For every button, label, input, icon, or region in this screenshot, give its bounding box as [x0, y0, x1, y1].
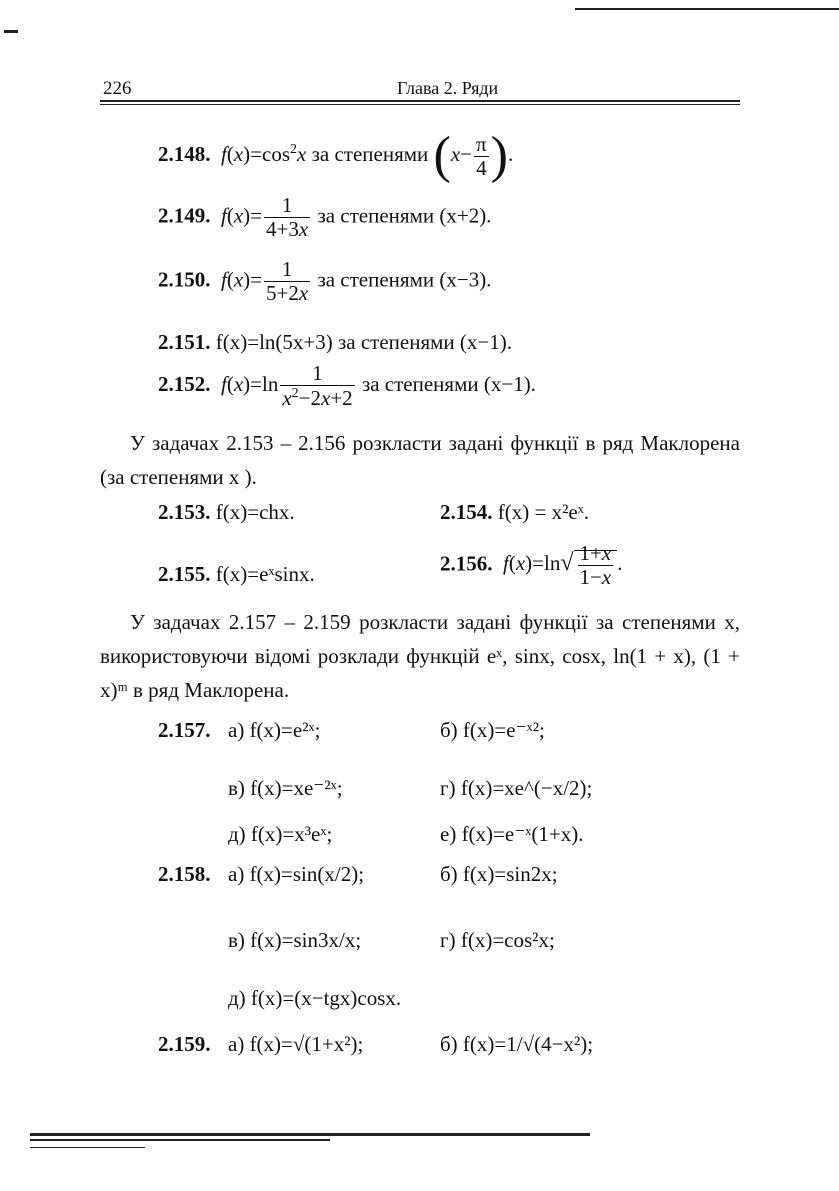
chapter-title: Глава 2. Ряди	[397, 78, 499, 98]
problem-2-154	[440, 500, 589, 525]
problem-2-159-b: б) f(x)=1/√(4−x²);	[440, 1032, 594, 1056]
intro-paragraph-2: У задачах 2.157 – 2.159 розкласти задані функції за степенями x, використовуючи відомі розклади функцій eˣ, sinx, cosx, ln(1 + x), (1 + x)ᵐ в ряд Маклорена.	[100, 610, 740, 702]
footer-rule-3	[30, 1147, 145, 1148]
formula: f	[215, 142, 227, 166]
problem-2-157-g: г) f(x)=xe^(−x/2);	[440, 776, 593, 800]
problem-2-158-b: б) f(x)=sin2x;	[440, 862, 558, 886]
problem-2-158-g: г) f(x)=cos²x;	[440, 928, 555, 952]
problem-number: 2.154.	[440, 500, 493, 524]
problem-2-155	[158, 562, 315, 587]
header-rule-thick	[100, 100, 740, 102]
problem-text: f(x)=ln(5x+3) за степенями (x−1).	[215, 330, 512, 354]
corner-mark	[4, 30, 18, 33]
problem-2-157-b: б) f(x)=e⁻ˣ²;	[440, 718, 545, 742]
fraction: $\frac{1}{4+3x}$	[266, 193, 309, 242]
problem-2-158-number: 2.158.	[158, 862, 211, 886]
problem-number: 2.153.	[158, 500, 211, 524]
problem-2-153	[158, 500, 295, 525]
problem-number: 2.149.	[158, 203, 211, 228]
page-number: 226	[103, 78, 132, 99]
formula: f(x)=chx.	[215, 500, 295, 524]
problem-text: за степенями	[311, 142, 429, 166]
problem-number: 2.156.	[440, 551, 493, 576]
problem-2-149: 2.149. f(x)= $\frac{1}{4+3x}$ за степенями (x+2).	[158, 193, 492, 242]
footer-rule-1	[30, 1133, 590, 1136]
fraction: $\frac{1}{5+2x}$	[266, 257, 309, 306]
problem-text: за степенями (x+2).	[317, 203, 492, 228]
problem-2-151	[158, 330, 512, 355]
problem-number: 2.148.	[158, 142, 211, 166]
problem-2-157-d: д) f(x)=x³eˣ;	[228, 822, 333, 846]
formula: f(x) = x²eˣ.	[497, 500, 590, 524]
formula: f(x)=eˣsinx.	[215, 562, 315, 586]
problem-number: 2.152.	[158, 371, 211, 396]
top-edge-rule	[575, 8, 839, 10]
problem-2-148: 2.148. $f(x)=\cos^2x$ за степенями (x− $\frac{\pi}{4}$ ).	[158, 127, 514, 185]
problem-2-158-d: д) f(x)=(x−tgx)cosx.	[228, 986, 402, 1010]
problem-number: 2.150.	[158, 267, 211, 292]
problem-text: за степенями (x−1).	[361, 371, 536, 396]
problem-2-157-number: 2.157.	[158, 718, 211, 742]
problem-2-159-a: а) f(x)=√(1+x²);	[228, 1032, 364, 1056]
problem-text: за степенями (x−3).	[317, 267, 492, 292]
fraction: $\frac{1}{x^2-2x+2}$	[282, 361, 353, 411]
problem-2-150: 2.150. f(x)= $\frac{1}{5+2x}$ за степенями (x−3).	[158, 257, 492, 306]
problem-2-157-a: а) f(x)=e²ˣ;	[228, 718, 321, 742]
problem-2-157-e: е) f(x)=e⁻ˣ(1+x).	[440, 822, 584, 846]
problem-2-152: 2.152. f(x)=ln $\frac{1}{x^2-2x+2}$ за степенями (x−1).	[158, 361, 536, 411]
header-rule-thin	[100, 104, 740, 105]
problem-number: 2.151.	[158, 330, 211, 354]
problem-2-159-number: 2.159.	[158, 1032, 211, 1056]
footer-rule-2	[30, 1139, 330, 1141]
problem-2-158-a: а) f(x)=sin(x/2);	[228, 862, 365, 886]
problem-2-156	[440, 542, 622, 589]
problem-2-158-v: в) f(x)=sin3x/x;	[228, 928, 362, 952]
formula: f(x)=ln√ $\frac{1+x}{1-x}$ .	[497, 541, 623, 590]
problem-2-157-v: в) f(x)=xe⁻²ˣ;	[228, 776, 343, 800]
problem-number: 2.155.	[158, 562, 211, 586]
intro-paragraph-1: У задачах 2.153 – 2.156 розкласти задані функції в ряд Маклорена (за степенями x ).	[100, 431, 740, 489]
